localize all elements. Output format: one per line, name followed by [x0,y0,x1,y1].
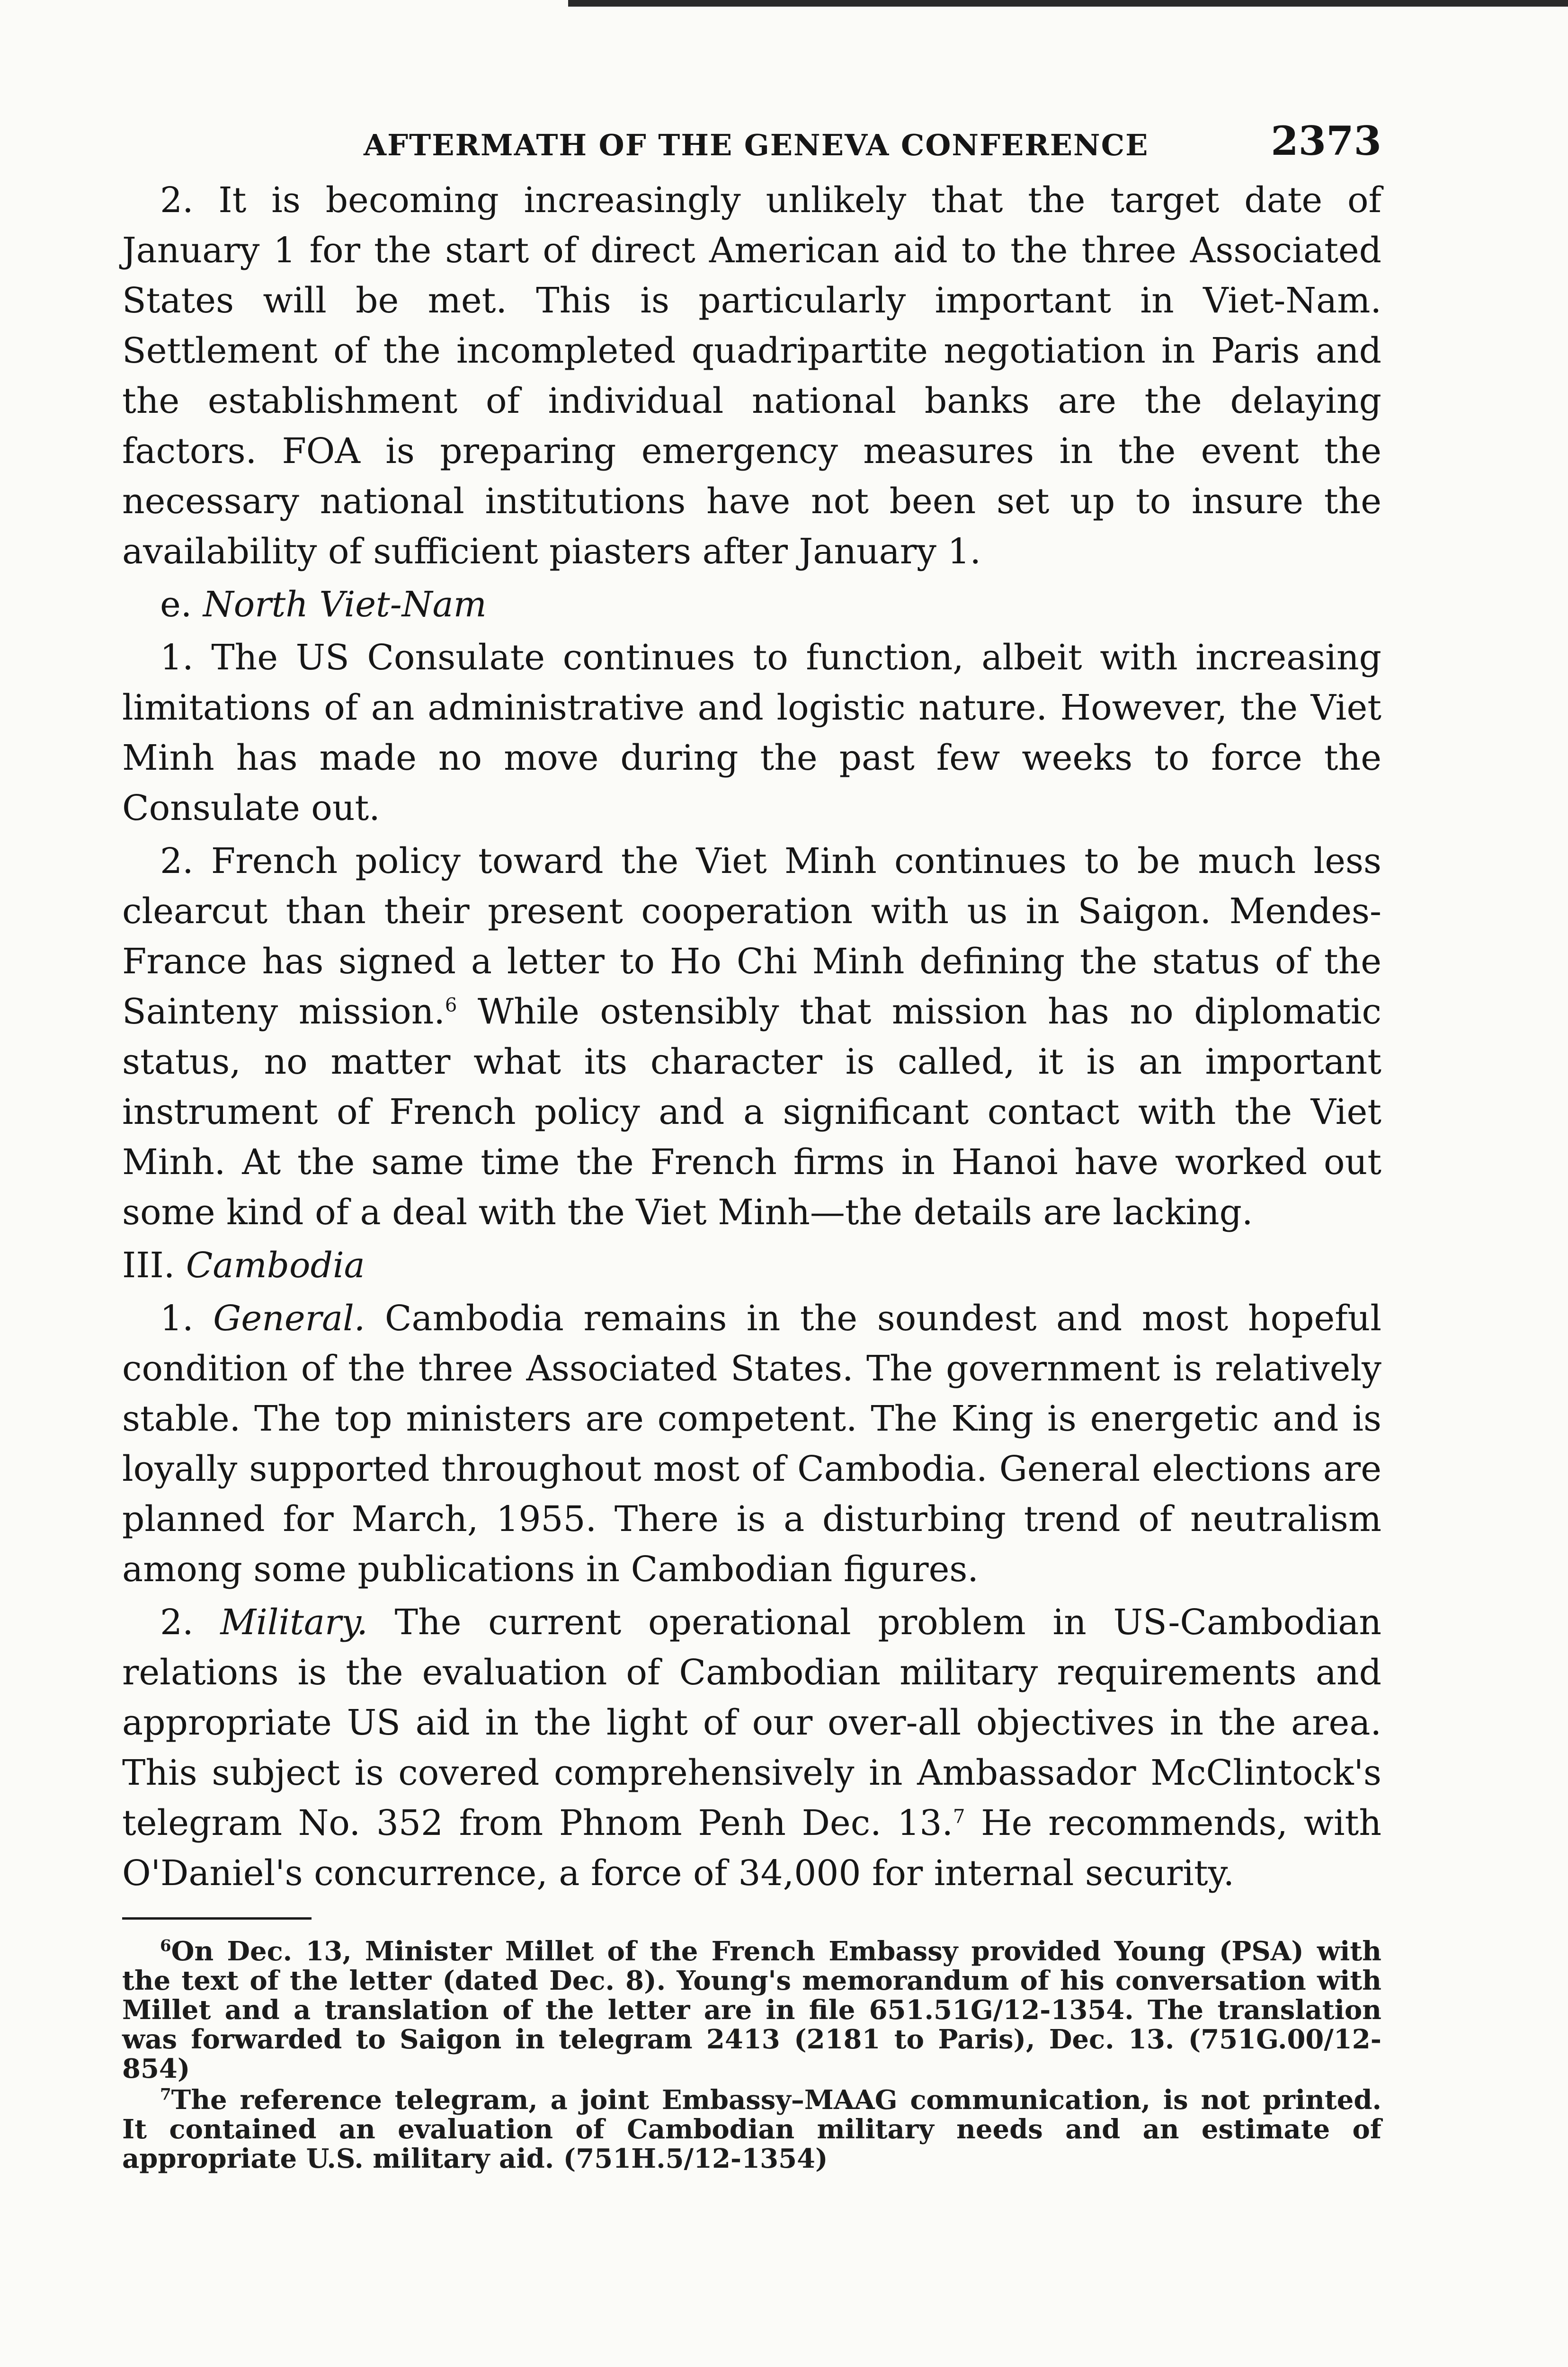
paragraph-text: 2. French policy toward the Viet Minh continues to be much less clearcut than their present cooperation with us in Saigon. Mendes-France has signed a letter to Ho Chi Minh defining the status of the Sainteny mission. [122,841,1381,1032]
paragraph-military [122,1597,1381,1898]
paragraph-text: Cambodia remains in the soundest and most hopeful condition of the three Associated States. The government is relatively stable. The top ministers are competent. The King is energetic and is loyally supported throughout most of Cambodia. General elections are planned for March, 1955. There is a disturbing trend of neutralism among some publications in Cambodian figures. [122,1298,1381,1590]
paragraph-french-policy [122,836,1381,1237]
section-label: III. [122,1245,175,1286]
footnote-7 [122,2085,1381,2173]
running-head: AFTERMATH OF THE GENEVA CONFERENCE [364,128,1149,162]
footnote-mark: 7 [160,2085,171,2104]
section-title: North Viet-Nam [203,584,487,625]
footnote-reference: 6 [445,994,457,1016]
section-title: Cambodia [186,1245,365,1286]
page-header [122,114,1381,170]
footnote-text: The reference telegram, a joint Embassy–MAAG communication, is not printed. It contained an evaluation of Cambodian military needs and an estimate of appropriate U.S. military aid. (751H.5/12-1354) [122,2084,1381,2174]
paragraph-label: Military. [220,1602,368,1643]
footnote-text: On Dec. 13, Minister Millet of the French Embassy provided Young (PSA) with the text of the letter (dated Dec. 8). Young's memorandum of his conversation with Millet and a translation of the letter are in file 651.51G/12-1354. The translation was forwarded to Saigon in telegram 2413 (2181 to Paris), Dec. 13. (751G.00/12-854) [122,1936,1381,2084]
page-number: 2373 [1271,117,1381,164]
section-heading-north-viet-nam [122,579,1381,630]
footnote-6 [122,1937,1381,2083]
footnote-reference: 7 [953,1806,965,1828]
paragraph-number: 2. [160,1602,194,1643]
paragraph-number: 1. [160,1298,194,1339]
section-heading-cambodia [122,1240,1381,1290]
footnote-mark: 6 [160,1936,171,1956]
paragraph-target-date: 2. It is becoming increasingly unlikely that the target date of January 1 for the start of direct American aid to the three Associated States will be met. This is particularly important in Viet-Nam. Settlement of the incompleted quadripartite negotiation in Paris and the establishment of individual national banks are the delaying factors. FOA is preparing emergency measures in the event the necessary national institutions have not been set up to insure the availability of sufficient piasters after January 1. [122,180,1381,572]
paragraph-text: While ostensibly that mission has no diplomatic status, no matter what its character is called, it is an important instrument of French policy and a significant contact with the Viet Minh. At the same time the French firms in Hanoi have worked out some kind of a deal with the Viet Minh—the details are lacking. [122,991,1381,1233]
body-text [122,175,1381,1898]
document-page [122,114,1381,2175]
section-label: e. [160,584,192,625]
paragraph-general [122,1293,1381,1594]
paragraph-text: He recommends, with O'Daniel's concurrence, a force of 34,000 for internal security. [122,1803,1381,1894]
footnote-divider [122,1917,312,1920]
paragraph-us-consulate: 1. The US Consulate continues to function, albeit with increasing limitations of an administrative and logistic nature. However, the Viet Minh has made no move during the past few weeks to force the Consulate out. [122,637,1381,828]
top-edge-rule [568,0,1568,7]
footnotes [122,1937,1381,2173]
paragraph-label: General. [213,1298,365,1339]
paragraph-text: The current operational problem in US-Cambodian relations is the evaluation of Cambodian military requirements and appropriate US aid in the light of our over-all objectives in the area. This subject is covered comprehensively in Ambassador McClintock's telegram No. 352 from Phnom Penh Dec. 13. [122,1602,1381,1843]
